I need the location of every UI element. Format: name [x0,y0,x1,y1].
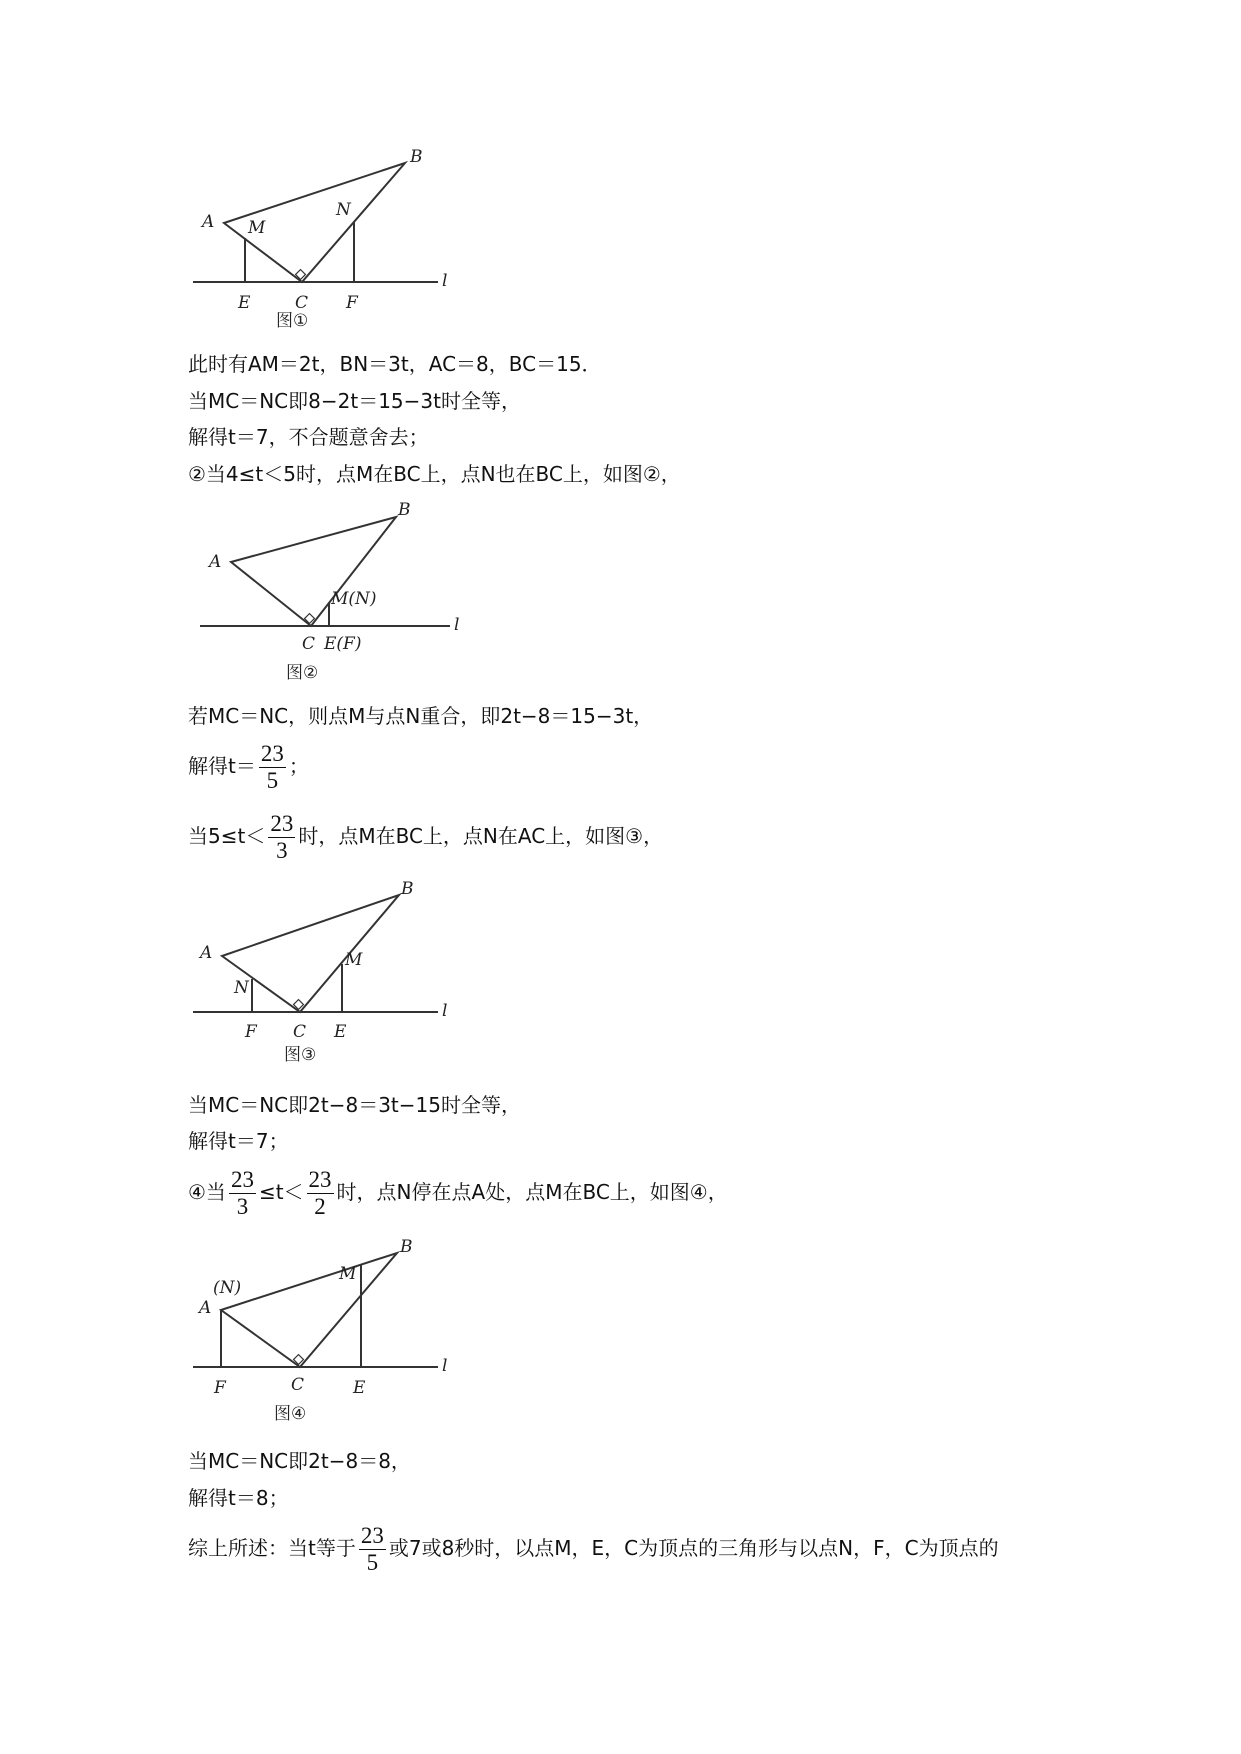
label-b: B [398,500,411,520]
fraction-numerator: 23 [230,1167,254,1192]
label-b: B [410,147,423,167]
text-line-12: 解得t＝8； [188,1486,289,1510]
label-b: B [401,879,414,899]
figure-caption: 图① [276,311,309,331]
text-line-10 [188,1164,728,1220]
text-segment: 当5≤t＜ [188,824,266,848]
label-m: M [248,218,266,238]
fraction-numerator: 23 [270,811,294,836]
fraction-denominator: 3 [276,838,288,863]
fraction-denominator: 2 [314,1194,326,1219]
label-n: N [336,200,351,220]
text-line-5: 若MC＝NC，则点M与点N重合，即2t−8＝15−3t， [188,704,654,728]
triangle-abc [231,517,396,626]
figure-1 [188,145,458,335]
label-a: A [209,552,222,572]
text-segment: 或7或8秒时，以点M，E，C为顶点的三角形与以点N，F，C为顶点的 [388,1536,999,1560]
label-m-n: M(N) [331,589,377,609]
text-line-13 [188,1520,999,1576]
label-e: E [353,1378,366,1398]
text-line-9: 解得t＝7； [188,1129,289,1153]
figure-caption: 图④ [274,1404,307,1424]
fraction [359,1523,386,1576]
fraction-numerator: 23 [308,1167,332,1192]
figure-3 [188,880,458,1070]
text-segment: 时，点N停在点A处，点M在BC上，如图④， [336,1180,728,1204]
label-l: l [442,1356,448,1376]
label-f: F [214,1378,226,1398]
label-a: A [199,1298,212,1318]
label-m: M [339,1264,357,1284]
fraction [229,1167,256,1220]
text-line-6 [188,738,309,794]
label-l: l [454,615,460,635]
figure-caption: 图③ [284,1045,317,1065]
label-c: C [291,1375,305,1395]
text-line-3: 解得t＝7，不合题意舍去； [188,425,429,449]
text-segment: 解得t＝ [188,754,256,778]
figure-4 [188,1235,458,1425]
text-segment: ④当 [188,1180,226,1204]
label-e-f: E(F) [324,634,362,654]
label-e: E [334,1022,347,1042]
text-line-4: ②当4≤t＜5时，点M在BC上，点N也在BC上，如图②， [188,462,681,486]
label-n: (N) [213,1278,242,1298]
fraction [259,741,286,794]
text-line-7 [188,808,663,864]
fraction [307,1167,334,1220]
triangle-abc [221,1253,397,1367]
text-segment: ； [288,754,309,778]
figure-2-diagram [188,497,468,692]
label-c: C [302,634,316,654]
label-n: N [234,978,249,998]
fraction-numerator: 23 [260,741,284,766]
text-line-8: 当MC＝NC即2t−8＝3t−15时全等， [188,1093,521,1117]
label-f: F [245,1022,257,1042]
label-f: F [346,293,358,313]
label-e: E [238,293,251,313]
text-line-11: 当MC＝NC即2t−8＝8， [188,1449,411,1473]
figure-1-diagram [188,145,458,335]
fraction-denominator: 5 [266,768,279,793]
fraction [268,811,295,864]
text-segment: 综上所述：当t等于 [188,1536,356,1560]
label-l: l [442,271,448,291]
fraction-denominator: 3 [236,1194,249,1219]
label-a: A [200,943,213,963]
figure-3-diagram [188,880,458,1070]
text-line-2: 当MC＝NC即8−2t＝15−3t时全等， [188,389,521,413]
text-line-1: 此时有AM＝2t，BN＝3t，AC＝8，BC＝15． [188,352,602,376]
label-c: C [295,293,309,313]
label-l: l [442,1001,448,1021]
figure-2 [188,497,468,692]
fraction-numerator: 23 [360,1523,384,1548]
label-m: M [345,950,363,970]
figure-caption: 图② [286,663,319,683]
label-c: C [293,1022,307,1042]
label-b: B [400,1237,413,1257]
label-a: A [202,212,215,232]
fraction-denominator: 5 [366,1550,379,1575]
figure-4-diagram [188,1235,458,1425]
text-segment: ≤t＜ [258,1180,304,1204]
text-segment: 时，点M在BC上，点N在AC上，如图③， [298,824,664,848]
